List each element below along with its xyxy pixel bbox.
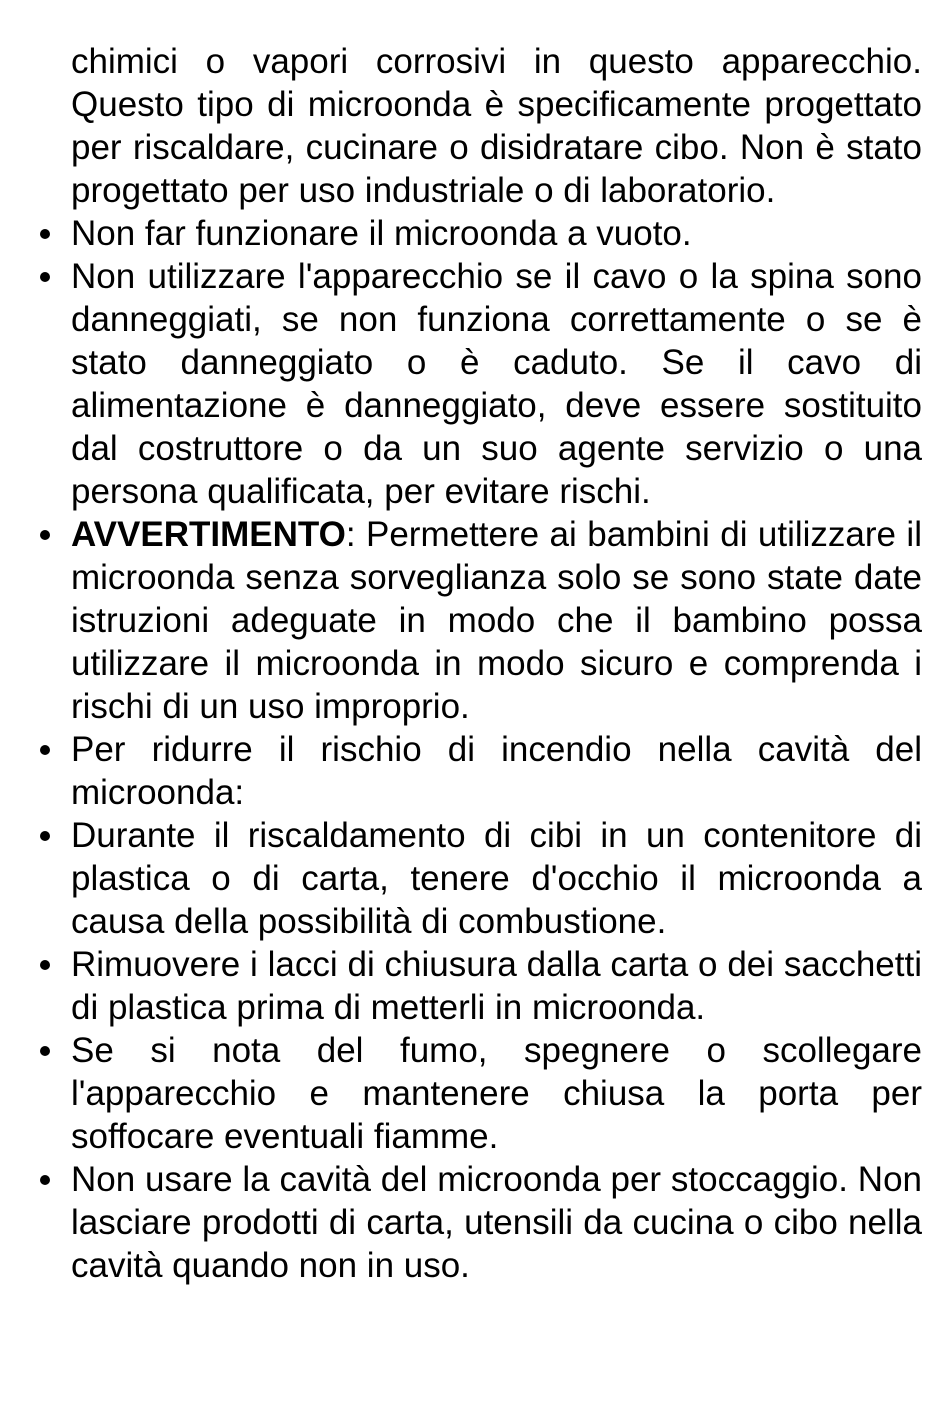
list-item xyxy=(71,943,922,1029)
list-item xyxy=(71,212,922,255)
list-item xyxy=(71,1158,922,1287)
list-item-text: Non utilizzare l'apparecchio se il cavo o la spina sono danneggiati, se non funziona correttamente o se è stato danneggiato o è caduto. Se il cavo di alimentazione è danneggiato, deve essere sostituito dal costruttore o da un suo agente servizio o una persona qualificata, per evitare rischi. xyxy=(71,257,922,511)
list-item-text: : Permettere ai bambini di utilizzare il microonda senza sorveglianza solo se sono state date istruzioni adeguate in modo che il bambino possa utilizzare il microonda in modo sicuro e comprenda i rischi di un uso improprio. xyxy=(71,515,922,726)
list-item-text: Se si nota del fumo, spegnere o scollegare l'apparecchio e mantenere chiusa la porta per soffocare eventuali fiamme. xyxy=(71,1031,922,1156)
list-item xyxy=(71,513,922,728)
list-item-text: Durante il riscaldamento di cibi in un contenitore di plastica o di carta, tenere d'occhio il microonda a causa della possibilità di combustione. xyxy=(71,816,922,941)
list-item-text: Non far funzionare il microonda a vuoto. xyxy=(71,214,692,253)
continuation-paragraph: chimici o vapori corrosivi in questo apparecchio. Questo tipo di microonda è specificamente progettato per riscaldare, cucinare o disidratare cibo. Non è stato progettato per uso industriale o di laboratorio. xyxy=(71,42,922,210)
list-item-text: Rimuovere i lacci di chiusura dalla carta o dei sacchetti di plastica prima di metterli in microonda. xyxy=(71,945,922,1027)
list-item xyxy=(71,728,922,814)
list-item xyxy=(71,255,922,513)
list-item xyxy=(71,814,922,943)
warning-label: AVVERTIMENTO xyxy=(71,515,346,554)
safety-list xyxy=(71,212,922,1287)
list-item xyxy=(71,1029,922,1158)
list-item-text: Non usare la cavità del microonda per stoccaggio. Non lasciare prodotti di carta, utensili da cucina o cibo nella cavità quando non in uso. xyxy=(71,1160,922,1285)
list-item-text: Per ridurre il rischio di incendio nella cavità del microonda: xyxy=(71,730,922,812)
